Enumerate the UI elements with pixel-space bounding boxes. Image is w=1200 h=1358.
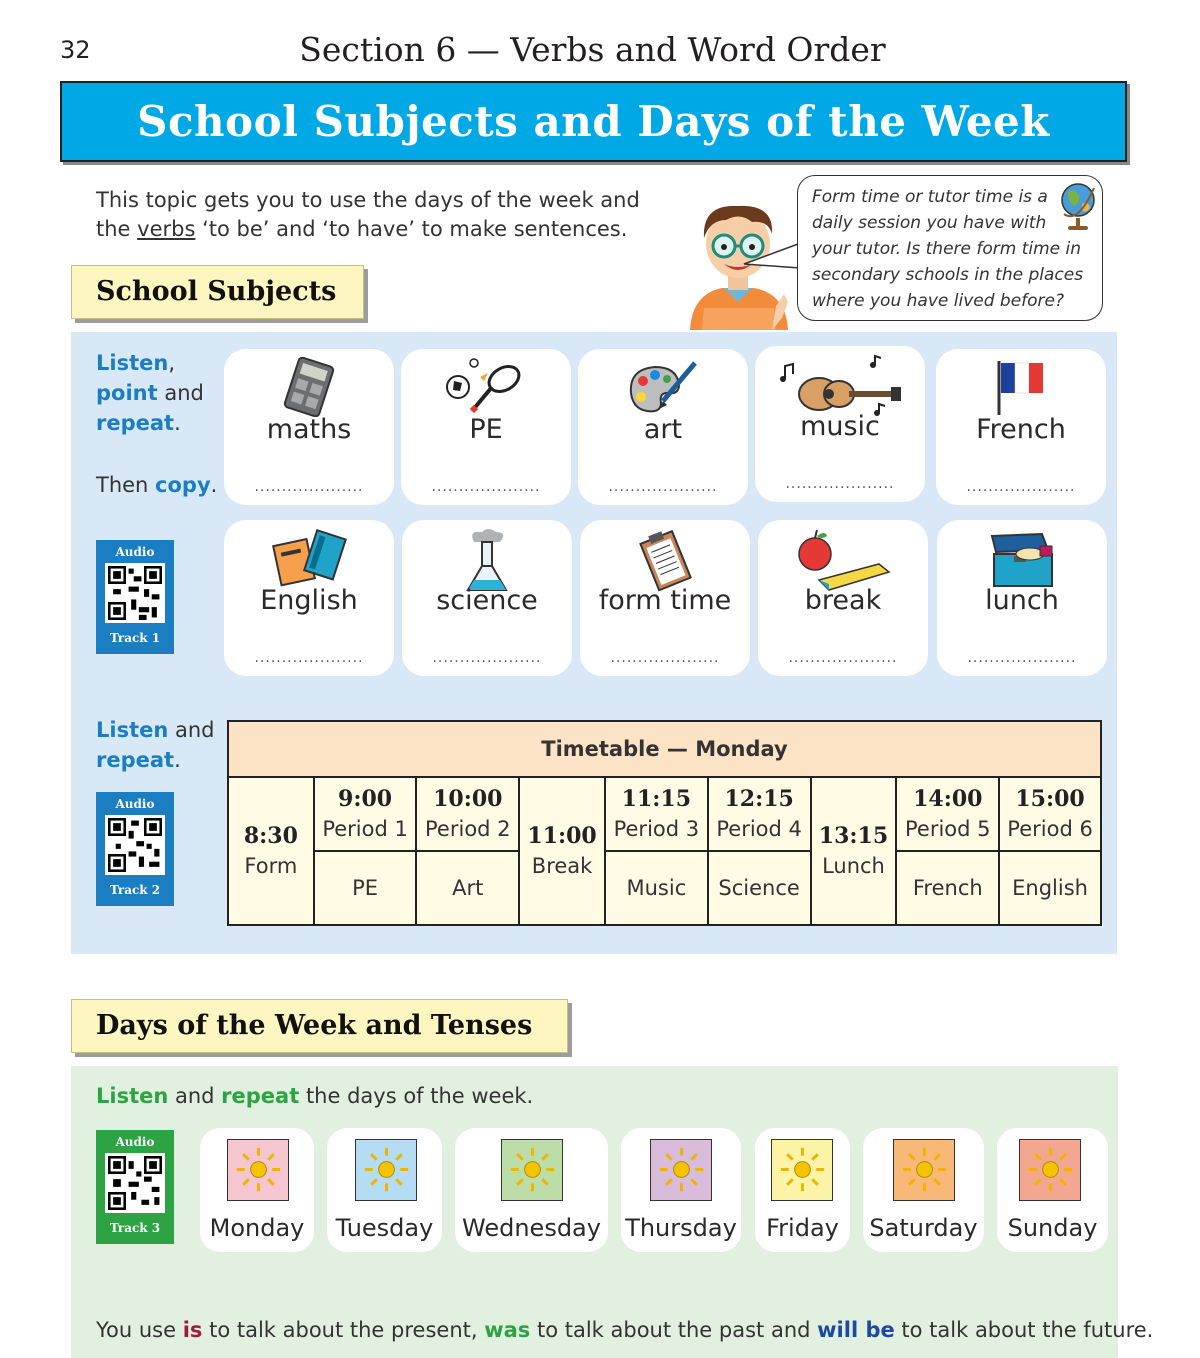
- period-label: Period 1: [322, 817, 408, 841]
- sun-icon: [227, 1139, 289, 1201]
- subject-label: form time: [598, 585, 732, 616]
- tense-text: to talk about the future.: [894, 1318, 1154, 1342]
- day-card-wednesday[interactable]: [455, 1128, 608, 1252]
- subject-card-pe[interactable]: [401, 349, 571, 505]
- copy-line[interactable]: ....................: [254, 479, 364, 495]
- timetable-subject-cell: PE: [314, 851, 417, 925]
- subject-label: music: [800, 411, 880, 442]
- audio-track-2-qr[interactable]: [96, 792, 174, 906]
- day-card-thursday[interactable]: [621, 1128, 741, 1252]
- time-label: 15:00: [1015, 786, 1085, 812]
- timetable-subject-cell: Music: [605, 851, 708, 925]
- time-label: 10:00: [433, 786, 503, 812]
- instruction-text: .: [210, 473, 218, 497]
- subject-label: lunch: [985, 585, 1059, 616]
- subject-label: English: [260, 585, 358, 616]
- period-label: Period 3: [613, 817, 700, 841]
- instruction-text: the days of the week.: [299, 1084, 534, 1108]
- audio-track-label: Track 1: [109, 631, 161, 645]
- audio-track-label: Track 2: [109, 883, 161, 897]
- timetable-period-cell: [708, 777, 811, 851]
- globe-icon: [1058, 180, 1098, 232]
- copy-line[interactable]: ....................: [432, 650, 542, 666]
- timetable-period-cell: [999, 777, 1101, 851]
- timetable-form-cell: [228, 777, 314, 925]
- qr-code-icon: [105, 1153, 165, 1213]
- books-icon: [269, 528, 349, 588]
- subject-label: break: [804, 585, 882, 616]
- subject-label: French: [976, 414, 1066, 445]
- period-label: Period 2: [425, 817, 511, 841]
- day-label: Thursday: [625, 1214, 737, 1242]
- page-title: School Subjects and Days of the Week: [137, 97, 1050, 146]
- timetable-period-cell: [896, 777, 999, 851]
- repeat-word: repeat: [96, 411, 175, 435]
- timetable-period-cell: [605, 777, 708, 851]
- time-label: 9:00: [338, 786, 393, 812]
- subject-card-lunch[interactable]: [937, 520, 1107, 676]
- subject-card-english[interactable]: [224, 520, 394, 676]
- instruction-text: ,: [168, 351, 175, 375]
- present-tense-word: is: [182, 1318, 203, 1342]
- school-subjects-heading: School Subjects: [71, 265, 364, 319]
- timetable-title: Timetable — Monday: [228, 721, 1101, 777]
- day-card-saturday[interactable]: [863, 1128, 984, 1252]
- time-label: 8:30: [243, 823, 298, 849]
- listen-word: Listen: [96, 351, 169, 375]
- day-card-tuesday[interactable]: [327, 1128, 442, 1252]
- subject-card-form-time[interactable]: [580, 520, 750, 676]
- period-label: Period 4: [716, 817, 802, 841]
- audio-track-label: Track 3: [109, 1221, 161, 1235]
- timetable-period-cell: [314, 777, 417, 851]
- copy-word: copy: [155, 473, 211, 497]
- subjects-instructions: [96, 348, 217, 500]
- instruction-text: .: [174, 748, 181, 772]
- instruction-text: .: [174, 411, 181, 435]
- title-banner: [60, 81, 1127, 162]
- timetable-subject-cell: French: [896, 851, 999, 925]
- tense-text: to talk about the present,: [202, 1318, 485, 1342]
- timetable-period-cell: [416, 777, 519, 851]
- verbs-glossary-link[interactable]: verbs: [137, 217, 196, 241]
- timetable-subject-cell: English: [999, 851, 1101, 925]
- speech-bubble-text: Form time or tutor time is a daily session you have with your tutor. Is there form time in secondary schools in the places where you have lived before?: [812, 187, 1084, 311]
- french-flag-icon: [993, 357, 1049, 417]
- subject-label: art: [643, 414, 683, 445]
- subject-card-maths[interactable]: [224, 349, 394, 505]
- point-word: point: [96, 381, 158, 405]
- time-label: 14:00: [913, 786, 983, 812]
- section-title: Section 6 — Verbs and Word Order: [299, 30, 886, 69]
- day-label: Tuesday: [335, 1214, 434, 1242]
- timetable-break-cell: [519, 777, 605, 925]
- qr-code-icon: [105, 815, 165, 875]
- intro-text-part: the: [96, 217, 138, 241]
- copy-line[interactable]: ....................: [967, 650, 1077, 666]
- timetable-subject-cell: Science: [708, 851, 811, 925]
- time-label: 12:15: [724, 786, 794, 812]
- copy-line[interactable]: ....................: [966, 479, 1076, 495]
- period-label: Period 6: [1007, 817, 1093, 841]
- instruction-text: and: [168, 718, 215, 742]
- listen-word: Listen: [96, 1084, 169, 1108]
- day-card-sunday[interactable]: [997, 1128, 1108, 1252]
- qr-code-icon: [105, 563, 165, 623]
- sun-icon: [501, 1139, 563, 1201]
- intro-line-1: This topic gets you to use the days of the week and: [96, 188, 640, 212]
- instruction-text: and: [157, 381, 204, 405]
- monday-timetable: [227, 720, 1102, 926]
- time-label: 13:15: [818, 823, 889, 849]
- subject-label: PE: [469, 414, 503, 445]
- day-card-friday[interactable]: [755, 1128, 850, 1252]
- timetable-instructions: [96, 715, 215, 775]
- sun-icon: [893, 1139, 955, 1201]
- day-label: Sunday: [1007, 1214, 1098, 1242]
- subject-card-break[interactable]: [758, 520, 928, 676]
- paint-palette-icon: [625, 357, 701, 419]
- copy-line[interactable]: ....................: [785, 476, 895, 492]
- repeat-word: repeat: [221, 1084, 300, 1108]
- copy-line[interactable]: ....................: [788, 650, 898, 666]
- sun-icon: [1019, 1139, 1081, 1201]
- period-label: Period 5: [905, 817, 991, 841]
- day-card-monday[interactable]: [200, 1128, 314, 1252]
- future-tense-word: will be: [817, 1318, 895, 1342]
- subject-label: maths: [266, 414, 352, 445]
- timetable-subject-cell: Art: [416, 851, 519, 925]
- tense-text: You use: [96, 1318, 183, 1342]
- slot-label: Form: [244, 854, 298, 878]
- instruction-text: Then: [96, 473, 156, 497]
- tense-explanation: [96, 1318, 1153, 1342]
- subject-card-french[interactable]: [936, 349, 1106, 505]
- page-number: 32: [60, 36, 91, 64]
- time-label: 11:00: [527, 823, 597, 849]
- audio-track-3-qr[interactable]: [96, 1130, 174, 1244]
- copy-line[interactable]: ....................: [608, 479, 718, 495]
- lunchbox-icon: [984, 528, 1060, 590]
- sun-icon: [771, 1139, 833, 1201]
- sun-icon: [355, 1139, 417, 1201]
- intro-line-2: [96, 215, 656, 244]
- copy-line[interactable]: ....................: [431, 479, 541, 495]
- past-tense-word: was: [484, 1318, 531, 1342]
- subject-card-science[interactable]: [402, 520, 572, 676]
- sun-icon: [650, 1139, 712, 1201]
- audio-track-1-qr[interactable]: [96, 540, 174, 654]
- tense-text: to talk about the past and: [530, 1318, 818, 1342]
- instruction-text: and: [168, 1084, 222, 1108]
- sports-equipment-icon: [444, 357, 528, 417]
- copy-line[interactable]: ....................: [610, 650, 720, 666]
- copy-line[interactable]: ....................: [254, 650, 364, 666]
- day-label: Friday: [766, 1214, 839, 1242]
- time-label: 11:15: [621, 786, 692, 812]
- days-tenses-heading: Days of the Week and Tenses: [71, 999, 568, 1053]
- intro-text-part: ‘to be’ and ‘to have’ to make sentences.: [195, 217, 628, 241]
- intro-text: [96, 186, 656, 244]
- subject-card-music[interactable]: [755, 346, 925, 502]
- audio-label: Audio: [115, 1135, 155, 1149]
- days-instructions: [96, 1081, 533, 1111]
- slot-label: Break: [531, 854, 593, 878]
- audio-label: Audio: [115, 545, 155, 559]
- timetable-lunch-cell: [811, 777, 897, 925]
- repeat-word: repeat: [96, 748, 175, 772]
- audio-label: Audio: [115, 797, 155, 811]
- day-label: Wednesday: [462, 1214, 601, 1242]
- day-label: Saturday: [869, 1214, 978, 1242]
- slot-label: Lunch: [822, 854, 885, 878]
- subject-card-art[interactable]: [578, 349, 748, 505]
- calculator-icon: [279, 357, 339, 417]
- day-label: Monday: [209, 1214, 305, 1242]
- listen-word: Listen: [96, 718, 169, 742]
- subject-label: science: [436, 585, 538, 616]
